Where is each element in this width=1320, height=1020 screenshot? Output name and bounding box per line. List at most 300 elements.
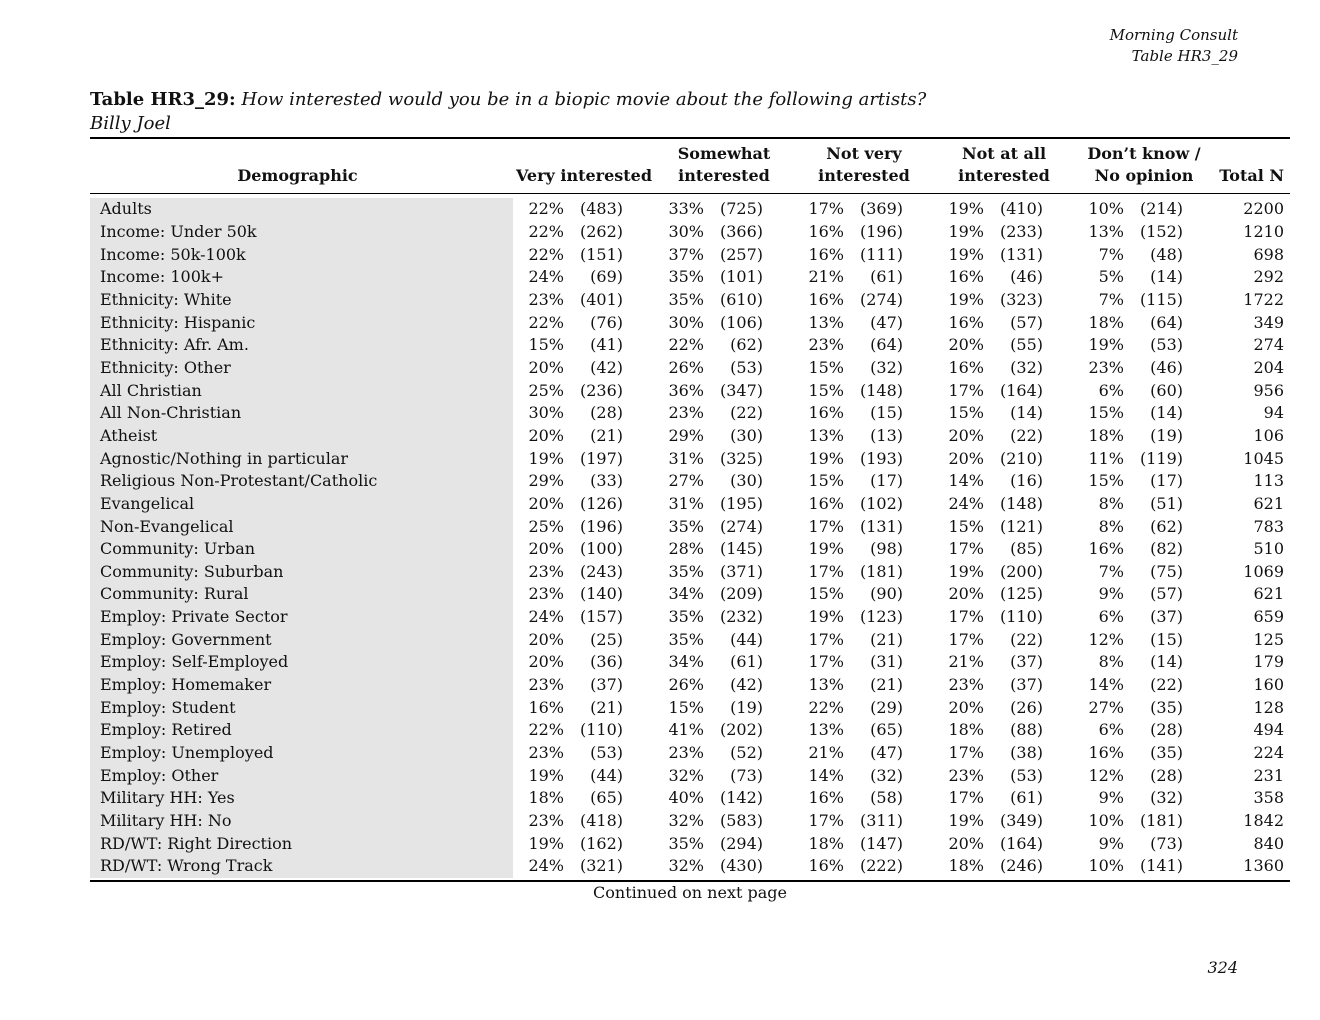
- notvery-pct-cell: 16%: [808, 856, 844, 876]
- dk-pct-cell: 10%: [1088, 856, 1124, 876]
- notatall-count-cell: (26): [1010, 697, 1043, 717]
- very-pct-cell: 18%: [528, 788, 564, 808]
- dk-pct-cell: 12%: [1088, 629, 1124, 649]
- dk-count-cell: (14): [1150, 403, 1183, 423]
- dk-count-cell: (152): [1139, 221, 1183, 241]
- notatall-pct-cell: 19%: [948, 811, 984, 831]
- table-row: [90, 696, 1290, 719]
- table-id-label: Table HR3_29: [1131, 47, 1238, 65]
- notvery-pct-cell: 23%: [808, 335, 844, 355]
- somewhat-pct-cell: 15%: [668, 697, 704, 717]
- table-row: [90, 855, 1290, 878]
- notatall-count-cell: (323): [999, 289, 1043, 309]
- notvery-count-cell: (47): [870, 743, 903, 763]
- dk-pct-cell: 10%: [1088, 199, 1124, 219]
- dk-count-cell: (28): [1150, 720, 1183, 740]
- notatall-pct-cell: 23%: [948, 765, 984, 785]
- very-count-cell: (44): [590, 765, 623, 785]
- dk-count-cell: (37): [1150, 607, 1183, 627]
- somewhat-count-cell: (274): [719, 516, 763, 536]
- notatall-count-cell: (233): [999, 221, 1043, 241]
- dk-count-cell: (115): [1139, 289, 1183, 309]
- page-number: 324: [1207, 958, 1238, 977]
- notvery-count-cell: (64): [870, 335, 903, 355]
- notvery-count-cell: (32): [870, 765, 903, 785]
- very-count-cell: (197): [579, 448, 623, 468]
- demographic-cell: Community: Suburban: [100, 561, 284, 581]
- column-header-dont-know: Don’t know / No opinion: [1087, 144, 1201, 185]
- very-pct-cell: 22%: [528, 221, 564, 241]
- notvery-pct-cell: 17%: [808, 561, 844, 581]
- total-n-cell: 358: [1253, 788, 1284, 808]
- table-row: [90, 243, 1290, 266]
- demographic-cell: Ethnicity: Afr. Am.: [100, 335, 249, 355]
- somewhat-pct-cell: 32%: [668, 811, 704, 831]
- dk-count-cell: (46): [1150, 357, 1183, 377]
- column-header-somewhat-interested: Somewhat interested: [677, 144, 771, 185]
- table-body: [90, 198, 1290, 878]
- somewhat-pct-cell: 37%: [668, 244, 704, 264]
- notvery-count-cell: (147): [859, 833, 903, 853]
- table-question: How interested would you be in a biopic movie about the following artists?: [241, 89, 927, 110]
- table-row: [90, 674, 1290, 697]
- very-pct-cell: 23%: [528, 584, 564, 604]
- notvery-count-cell: (222): [859, 856, 903, 876]
- very-count-cell: (36): [590, 652, 623, 672]
- dk-pct-cell: 15%: [1088, 403, 1124, 423]
- notatall-pct-cell: 19%: [948, 221, 984, 241]
- dk-pct-cell: 10%: [1088, 811, 1124, 831]
- somewhat-count-cell: (325): [719, 448, 763, 468]
- somewhat-count-cell: (610): [719, 289, 763, 309]
- dk-pct-cell: 6%: [1098, 380, 1124, 400]
- demographic-cell: RD/WT: Wrong Track: [100, 856, 273, 876]
- very-count-cell: (21): [590, 425, 623, 445]
- notatall-count-cell: (210): [999, 448, 1043, 468]
- very-count-cell: (28): [590, 403, 623, 423]
- table-row: [90, 493, 1290, 516]
- dk-count-cell: (35): [1150, 743, 1183, 763]
- dk-pct-cell: 18%: [1088, 312, 1124, 332]
- somewhat-pct-cell: 35%: [668, 561, 704, 581]
- somewhat-pct-cell: 35%: [668, 629, 704, 649]
- notatall-count-cell: (14): [1010, 403, 1043, 423]
- demographic-cell: Employ: Other: [100, 765, 219, 785]
- notatall-count-cell: (22): [1010, 629, 1043, 649]
- very-count-cell: (151): [579, 244, 623, 264]
- total-n-cell: 956: [1253, 380, 1284, 400]
- notvery-pct-cell: 19%: [808, 607, 844, 627]
- somewhat-pct-cell: 36%: [668, 380, 704, 400]
- somewhat-count-cell: (106): [719, 312, 763, 332]
- table-row: [90, 470, 1290, 493]
- demographic-cell: Employ: Student: [100, 697, 236, 717]
- notvery-pct-cell: 15%: [808, 584, 844, 604]
- demographic-cell: Community: Urban: [100, 539, 256, 559]
- table-row: [90, 742, 1290, 765]
- notatall-pct-cell: 24%: [948, 493, 984, 513]
- table-row: [90, 425, 1290, 448]
- notvery-pct-cell: 17%: [808, 629, 844, 649]
- demographic-cell: Income: Under 50k: [100, 221, 257, 241]
- notvery-pct-cell: 16%: [808, 403, 844, 423]
- demographic-cell: Evangelical: [100, 493, 195, 513]
- total-n-cell: 659: [1253, 607, 1284, 627]
- very-pct-cell: 23%: [528, 743, 564, 763]
- notatall-pct-cell: 19%: [948, 199, 984, 219]
- total-n-cell: 204: [1253, 357, 1284, 377]
- notatall-count-cell: (125): [999, 584, 1043, 604]
- very-count-cell: (25): [590, 629, 623, 649]
- notatall-pct-cell: 15%: [948, 516, 984, 536]
- total-n-cell: 160: [1253, 675, 1284, 695]
- table-row: [90, 832, 1290, 855]
- somewhat-count-cell: (195): [719, 493, 763, 513]
- dk-pct-cell: 13%: [1088, 221, 1124, 241]
- column-header-demographic: Demographic: [237, 166, 358, 185]
- somewhat-pct-cell: 30%: [668, 312, 704, 332]
- top-rule: [90, 137, 1290, 139]
- total-n-cell: 106: [1253, 425, 1284, 445]
- very-pct-cell: 20%: [528, 629, 564, 649]
- notvery-count-cell: (181): [859, 561, 903, 581]
- notatall-pct-cell: 16%: [948, 267, 984, 287]
- dk-count-cell: (51): [1150, 493, 1183, 513]
- very-pct-cell: 20%: [528, 539, 564, 559]
- very-pct-cell: 24%: [528, 607, 564, 627]
- somewhat-pct-cell: 31%: [668, 448, 704, 468]
- data-table: [90, 198, 1290, 878]
- very-pct-cell: 20%: [528, 357, 564, 377]
- very-pct-cell: 23%: [528, 675, 564, 695]
- demographic-cell: All Non-Christian: [100, 403, 242, 423]
- notvery-count-cell: (102): [859, 493, 903, 513]
- table-row: [90, 606, 1290, 629]
- very-pct-cell: 16%: [528, 697, 564, 717]
- very-count-cell: (53): [590, 743, 623, 763]
- notatall-count-cell: (32): [1010, 357, 1043, 377]
- very-pct-cell: 23%: [528, 289, 564, 309]
- column-header-total-n: Total N: [1219, 166, 1284, 185]
- notatall-pct-cell: 16%: [948, 357, 984, 377]
- dk-pct-cell: 7%: [1098, 244, 1124, 264]
- somewhat-pct-cell: 32%: [668, 765, 704, 785]
- demographic-cell: RD/WT: Right Direction: [100, 833, 293, 853]
- notatall-pct-cell: 19%: [948, 289, 984, 309]
- dk-pct-cell: 15%: [1088, 471, 1124, 491]
- dk-pct-cell: 27%: [1088, 697, 1124, 717]
- somewhat-pct-cell: 26%: [668, 675, 704, 695]
- notatall-pct-cell: 20%: [948, 425, 984, 445]
- dk-count-cell: (62): [1150, 516, 1183, 536]
- total-n-cell: 1842: [1243, 811, 1284, 831]
- table-row: [90, 583, 1290, 606]
- notatall-pct-cell: 14%: [948, 471, 984, 491]
- demographic-cell: Ethnicity: Other: [100, 357, 231, 377]
- somewhat-pct-cell: 35%: [668, 516, 704, 536]
- very-count-cell: (236): [579, 380, 623, 400]
- total-n-cell: 1045: [1243, 448, 1284, 468]
- very-count-cell: (262): [579, 221, 623, 241]
- very-count-cell: (140): [579, 584, 623, 604]
- dk-count-cell: (35): [1150, 697, 1183, 717]
- somewhat-pct-cell: 35%: [668, 607, 704, 627]
- dk-count-cell: (28): [1150, 765, 1183, 785]
- dk-count-cell: (14): [1150, 652, 1183, 672]
- demographic-cell: Military HH: No: [100, 811, 232, 831]
- table-title-label: Table HR3_29:: [90, 89, 236, 110]
- total-n-cell: 840: [1253, 833, 1284, 853]
- somewhat-pct-cell: 31%: [668, 493, 704, 513]
- notvery-count-cell: (148): [859, 380, 903, 400]
- notvery-pct-cell: 21%: [808, 743, 844, 763]
- notvery-count-cell: (31): [870, 652, 903, 672]
- very-count-cell: (110): [579, 720, 623, 740]
- dk-count-cell: (82): [1150, 539, 1183, 559]
- notvery-pct-cell: 13%: [808, 425, 844, 445]
- notatall-count-cell: (246): [999, 856, 1043, 876]
- notatall-count-cell: (55): [1010, 335, 1043, 355]
- very-pct-cell: 30%: [528, 403, 564, 423]
- total-n-cell: 125: [1253, 629, 1284, 649]
- total-n-cell: 128: [1253, 697, 1284, 717]
- notatall-count-cell: (22): [1010, 425, 1043, 445]
- notvery-count-cell: (369): [859, 199, 903, 219]
- table-row: [90, 515, 1290, 538]
- dk-pct-cell: 8%: [1098, 652, 1124, 672]
- dk-pct-cell: 7%: [1098, 561, 1124, 581]
- notatall-count-cell: (85): [1010, 539, 1043, 559]
- notvery-pct-cell: 16%: [808, 221, 844, 241]
- dk-pct-cell: 19%: [1088, 335, 1124, 355]
- notatall-pct-cell: 15%: [948, 403, 984, 423]
- total-n-cell: 113: [1253, 471, 1284, 491]
- notatall-pct-cell: 21%: [948, 652, 984, 672]
- total-n-cell: 1360: [1243, 856, 1284, 876]
- dk-count-cell: (64): [1150, 312, 1183, 332]
- demographic-cell: All Christian: [100, 380, 202, 400]
- somewhat-pct-cell: 35%: [668, 833, 704, 853]
- notatall-pct-cell: 20%: [948, 335, 984, 355]
- notatall-pct-cell: 17%: [948, 607, 984, 627]
- notatall-count-cell: (88): [1010, 720, 1043, 740]
- notvery-pct-cell: 15%: [808, 380, 844, 400]
- table-row: [90, 289, 1290, 312]
- somewhat-pct-cell: 34%: [668, 584, 704, 604]
- dk-pct-cell: 14%: [1088, 675, 1124, 695]
- notvery-pct-cell: 16%: [808, 244, 844, 264]
- notvery-count-cell: (98): [870, 539, 903, 559]
- somewhat-pct-cell: 27%: [668, 471, 704, 491]
- very-pct-cell: 25%: [528, 516, 564, 536]
- dk-pct-cell: 23%: [1088, 357, 1124, 377]
- demographic-cell: Income: 100k+: [100, 267, 224, 287]
- very-count-cell: (196): [579, 516, 623, 536]
- dk-pct-cell: 16%: [1088, 539, 1124, 559]
- table-row: [90, 311, 1290, 334]
- table-row: [90, 628, 1290, 651]
- total-n-cell: 224: [1253, 743, 1284, 763]
- notvery-pct-cell: 17%: [808, 652, 844, 672]
- somewhat-count-cell: (52): [730, 743, 763, 763]
- total-n-cell: 621: [1253, 584, 1284, 604]
- notvery-count-cell: (90): [870, 584, 903, 604]
- very-pct-cell: 20%: [528, 652, 564, 672]
- total-n-cell: 94: [1263, 403, 1284, 423]
- header-rule: [90, 193, 1290, 194]
- demographic-cell: Employ: Self-Employed: [100, 652, 289, 672]
- notvery-count-cell: (29): [870, 697, 903, 717]
- very-count-cell: (483): [579, 199, 623, 219]
- notvery-pct-cell: 17%: [808, 516, 844, 536]
- somewhat-count-cell: (30): [730, 471, 763, 491]
- somewhat-pct-cell: 23%: [668, 403, 704, 423]
- table-row: [90, 538, 1290, 561]
- notvery-pct-cell: 13%: [808, 720, 844, 740]
- very-count-cell: (126): [579, 493, 623, 513]
- somewhat-pct-cell: 22%: [668, 335, 704, 355]
- very-count-cell: (401): [579, 289, 623, 309]
- notvery-count-cell: (13): [870, 425, 903, 445]
- notatall-pct-cell: 18%: [948, 720, 984, 740]
- notatall-count-cell: (37): [1010, 675, 1043, 695]
- total-n-cell: 494: [1253, 720, 1284, 740]
- somewhat-pct-cell: 23%: [668, 743, 704, 763]
- very-pct-cell: 29%: [528, 471, 564, 491]
- notatall-count-cell: (121): [999, 516, 1043, 536]
- notatall-pct-cell: 16%: [948, 312, 984, 332]
- dk-count-cell: (14): [1150, 267, 1183, 287]
- notatall-count-cell: (38): [1010, 743, 1043, 763]
- notvery-count-cell: (196): [859, 221, 903, 241]
- very-pct-cell: 25%: [528, 380, 564, 400]
- somewhat-count-cell: (53): [730, 357, 763, 377]
- very-pct-cell: 24%: [528, 856, 564, 876]
- very-count-cell: (42): [590, 357, 623, 377]
- notatall-pct-cell: 17%: [948, 743, 984, 763]
- notvery-count-cell: (65): [870, 720, 903, 740]
- dk-pct-cell: 16%: [1088, 743, 1124, 763]
- notvery-count-cell: (15): [870, 403, 903, 423]
- very-pct-cell: 23%: [528, 561, 564, 581]
- somewhat-count-cell: (232): [719, 607, 763, 627]
- notatall-count-cell: (410): [999, 199, 1043, 219]
- total-n-cell: 1210: [1243, 221, 1284, 241]
- total-n-cell: 621: [1253, 493, 1284, 513]
- dk-pct-cell: 18%: [1088, 425, 1124, 445]
- notatall-pct-cell: 20%: [948, 584, 984, 604]
- dk-pct-cell: 12%: [1088, 765, 1124, 785]
- demographic-cell: Employ: Homemaker: [100, 675, 272, 695]
- somewhat-count-cell: (142): [719, 788, 763, 808]
- dk-count-cell: (75): [1150, 561, 1183, 581]
- somewhat-count-cell: (583): [719, 811, 763, 831]
- somewhat-count-cell: (61): [730, 652, 763, 672]
- table-row: [90, 357, 1290, 380]
- dk-pct-cell: 8%: [1098, 493, 1124, 513]
- very-pct-cell: 22%: [528, 244, 564, 264]
- very-count-cell: (321): [579, 856, 623, 876]
- demographic-cell: Ethnicity: Hispanic: [100, 312, 256, 332]
- somewhat-pct-cell: 35%: [668, 267, 704, 287]
- notvery-pct-cell: 17%: [808, 811, 844, 831]
- very-count-cell: (41): [590, 335, 623, 355]
- somewhat-count-cell: (44): [730, 629, 763, 649]
- very-count-cell: (21): [590, 697, 623, 717]
- dk-pct-cell: 7%: [1098, 289, 1124, 309]
- table-row: [90, 561, 1290, 584]
- total-n-cell: 783: [1253, 516, 1284, 536]
- notatall-count-cell: (349): [999, 811, 1043, 831]
- demographic-cell: Income: 50k-100k: [100, 244, 246, 264]
- very-count-cell: (37): [590, 675, 623, 695]
- somewhat-count-cell: (366): [719, 221, 763, 241]
- very-pct-cell: 19%: [528, 448, 564, 468]
- somewhat-count-cell: (42): [730, 675, 763, 695]
- dk-pct-cell: 6%: [1098, 607, 1124, 627]
- total-n-cell: 231: [1253, 765, 1284, 785]
- dk-count-cell: (141): [1139, 856, 1183, 876]
- demographic-cell: Employ: Government: [100, 629, 272, 649]
- notatall-count-cell: (200): [999, 561, 1043, 581]
- very-pct-cell: 22%: [528, 199, 564, 219]
- table-title: [90, 88, 926, 112]
- very-count-cell: (69): [590, 267, 623, 287]
- notatall-pct-cell: 17%: [948, 629, 984, 649]
- dk-pct-cell: 9%: [1098, 788, 1124, 808]
- very-count-cell: (100): [579, 539, 623, 559]
- notvery-count-cell: (21): [870, 629, 903, 649]
- somewhat-count-cell: (19): [730, 697, 763, 717]
- somewhat-pct-cell: 35%: [668, 289, 704, 309]
- notatall-count-cell: (16): [1010, 471, 1043, 491]
- dk-count-cell: (15): [1150, 629, 1183, 649]
- notvery-pct-cell: 22%: [808, 697, 844, 717]
- notvery-pct-cell: 16%: [808, 788, 844, 808]
- notvery-count-cell: (21): [870, 675, 903, 695]
- dk-pct-cell: 6%: [1098, 720, 1124, 740]
- notatall-count-cell: (53): [1010, 765, 1043, 785]
- notatall-count-cell: (110): [999, 607, 1043, 627]
- notvery-pct-cell: 19%: [808, 539, 844, 559]
- column-header-not-at-all-interested: Not at all interested: [958, 144, 1050, 185]
- table-row: [90, 651, 1290, 674]
- notatall-pct-cell: 20%: [948, 833, 984, 853]
- total-n-cell: 1722: [1243, 289, 1284, 309]
- notvery-count-cell: (193): [859, 448, 903, 468]
- somewhat-pct-cell: 30%: [668, 221, 704, 241]
- notvery-count-cell: (58): [870, 788, 903, 808]
- somewhat-count-cell: (371): [719, 561, 763, 581]
- dk-count-cell: (214): [1139, 199, 1183, 219]
- continued-note: Continued on next page: [593, 883, 787, 902]
- dk-count-cell: (119): [1139, 448, 1183, 468]
- dk-pct-cell: 8%: [1098, 516, 1124, 536]
- very-pct-cell: 22%: [528, 312, 564, 332]
- table-row: [90, 764, 1290, 787]
- very-count-cell: (243): [579, 561, 623, 581]
- dk-count-cell: (19): [1150, 425, 1183, 445]
- notatall-pct-cell: 20%: [948, 697, 984, 717]
- notatall-count-cell: (164): [999, 833, 1043, 853]
- table-subject: Billy Joel: [90, 113, 171, 134]
- source-label: Morning Consult: [1109, 26, 1238, 44]
- notvery-pct-cell: 14%: [808, 765, 844, 785]
- notvery-pct-cell: 13%: [808, 675, 844, 695]
- table-row: [90, 334, 1290, 357]
- dk-count-cell: (32): [1150, 788, 1183, 808]
- notvery-pct-cell: 15%: [808, 471, 844, 491]
